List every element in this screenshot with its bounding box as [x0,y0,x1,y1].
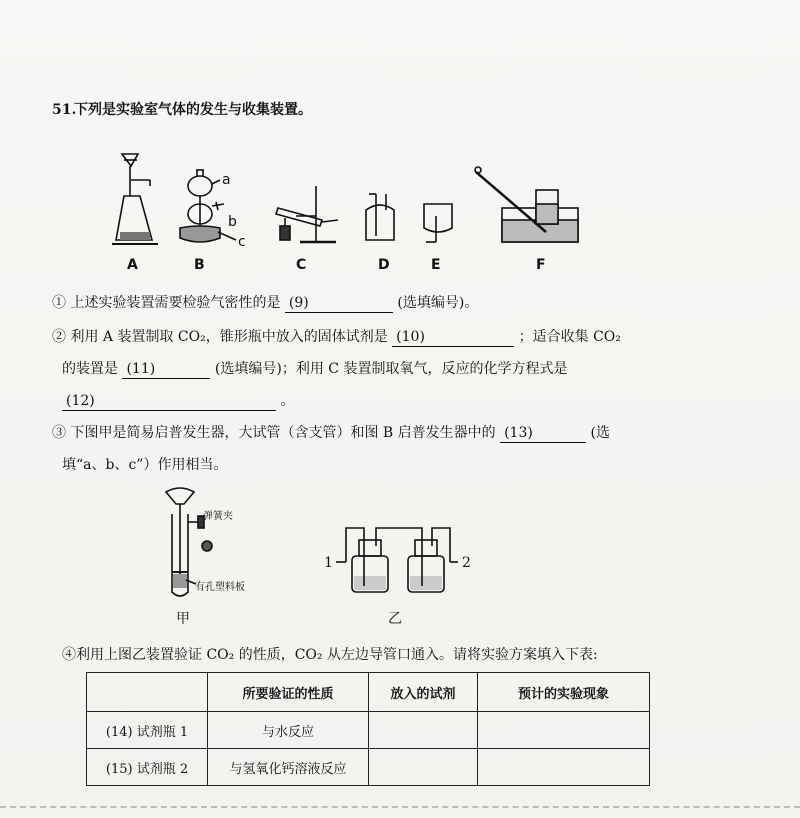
row-label-cell: (15) 试剂瓶 2 [87,749,208,786]
fig-jia-caption: 甲 [176,611,190,627]
answer-cell-reagent[interactable] [369,712,478,749]
fig-yi-port-2: 2 [462,555,471,571]
q1-prefix: ① 上述实验装置需要检验气密性的是 [52,295,281,311]
property-cell: 与氢氧化钙溶液反应 [208,749,369,786]
property-cell: 与水反应 [208,712,369,749]
row-label-cell: (14) 试剂瓶 1 [87,712,208,749]
question-title: 下列是实验室气体的发生与收集装置。 [74,102,312,118]
table-header-cell: 放入的试剂 [369,673,478,712]
table-row [87,749,650,786]
answer-blank-10[interactable]: (10) [392,328,514,347]
two-wash-bottles-icon [336,528,458,592]
q2-line1-prefix: ② 利用 A 装置制取 CO₂，锥形瓶中放入的固体试剂是 [52,329,388,345]
answer-blank-12[interactable]: (12) [62,392,276,411]
b-part-a-label: a [222,172,231,188]
fig-yi-caption: 乙 [388,611,402,627]
q2-line2-suffix: (选填编号)；利用 C 装置制取氧气，反应的化学方程式是 [214,361,568,377]
apparatus-label-e: E [431,257,441,273]
q2-line2-prefix: 的装置是 [62,361,118,377]
b-part-b-label: b [228,214,237,230]
q4-line: ④利用上图乙装置验证 CO₂ 的性质，CO₂ 从左边导管口通入。请将实验方案填入下表: [62,647,598,663]
answer-cell-phenomenon[interactable] [478,712,650,749]
fig-yi-port-1: 1 [324,555,333,571]
apparatus-label-d: D [378,257,390,273]
answer-cell-phenomenon[interactable] [478,749,650,786]
apparatus-label-f: F [536,257,546,273]
table-header-cell [87,673,208,712]
q2-line1-suffix: ；适合收集 CO₂ [518,329,621,345]
q1-suffix: (选填编号)。 [397,295,479,311]
answer-blank-13[interactable]: (13) [500,424,586,443]
table-header-cell: 所要验证的性质 [208,673,369,712]
apparatus-label-c: C [296,257,307,273]
perforated-plate-label: 有孔塑料板 [195,582,245,593]
question-number: 51. [52,102,77,118]
table-header-cell: 预计的实验现象 [478,673,650,712]
q3-line2: 填“a、b、c”）作用相当。 [62,457,228,473]
q3-line1-prefix: ③ 下图甲是简易启普发生器，大试管（含支管）和图 B 启普发生器中的 [52,425,496,441]
b-part-c-label: c [238,234,246,250]
answer-blank-9[interactable]: (9) [285,294,393,313]
apparatus-label-a: A [127,257,138,273]
apparatus-label-b: B [194,257,205,273]
q2-line3-suffix: 。 [280,393,295,409]
spring-clip-label: 弹簧夹 [203,511,233,522]
page-cut-line [0,806,800,808]
table-header-row [87,673,650,712]
experiment-table [86,672,650,786]
table-row [87,712,650,749]
answer-blank-11[interactable]: (11) [122,360,210,379]
q3-line1-suffix: (选 [590,425,611,441]
answer-cell-reagent[interactable] [369,749,478,786]
